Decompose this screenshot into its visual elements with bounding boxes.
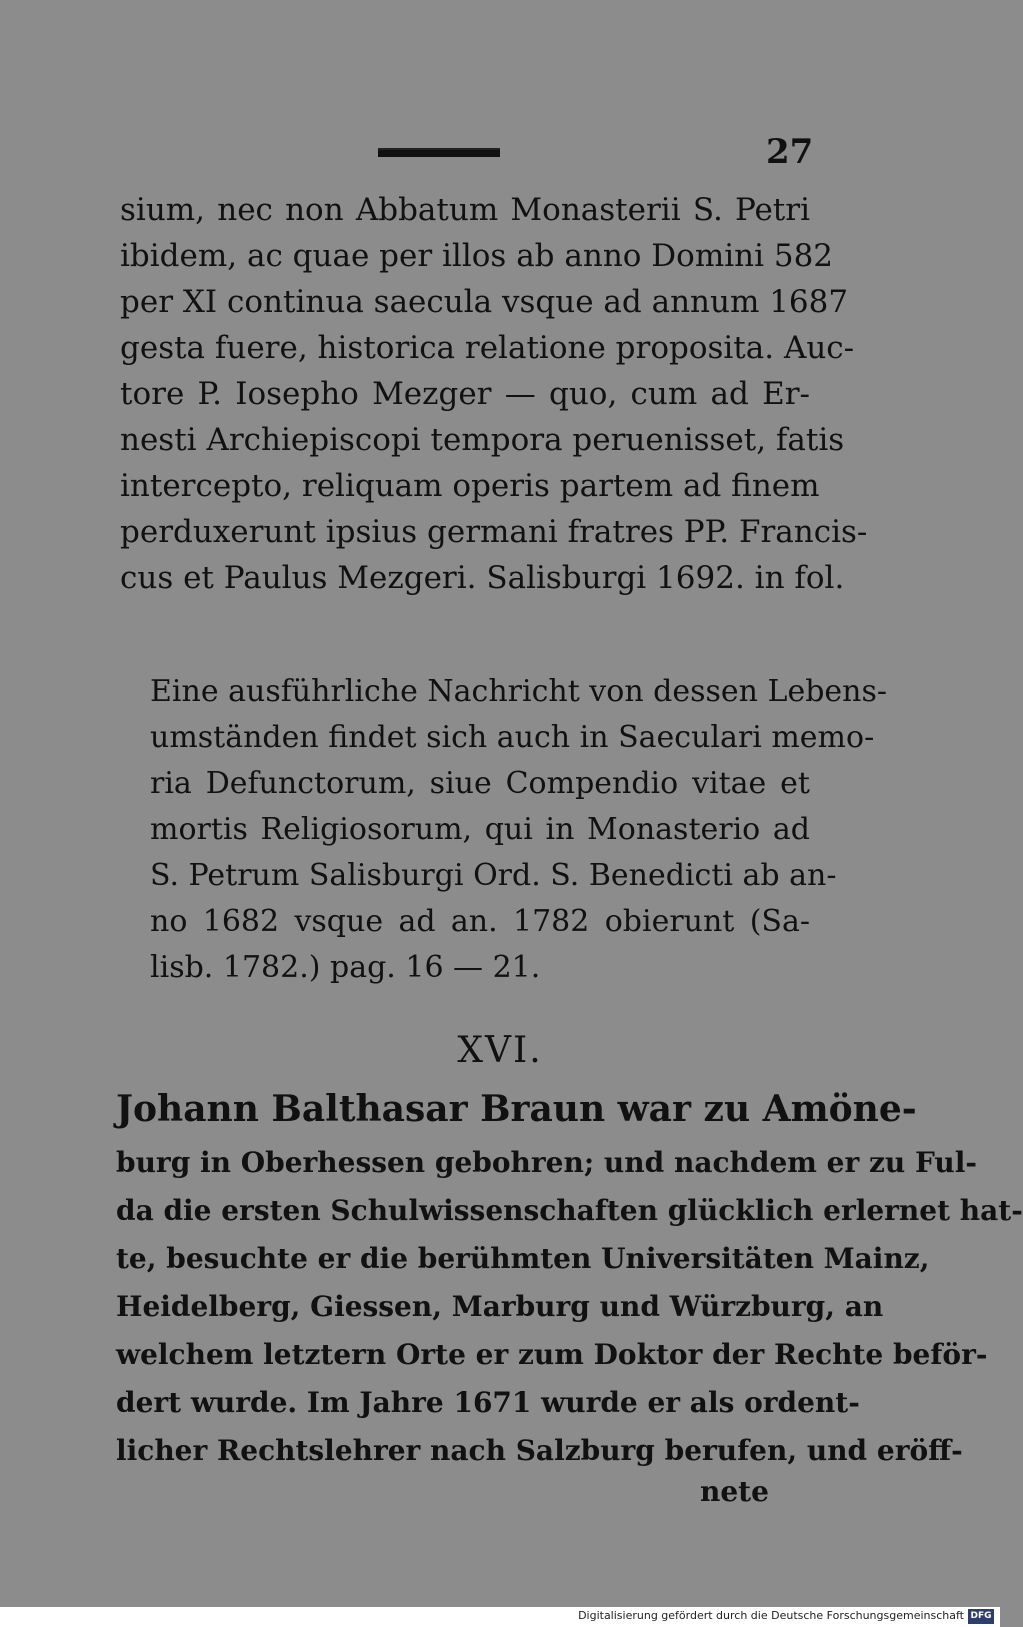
text-line: nesti Archiepiscopi tempora peruenisset, fatis bbox=[120, 422, 845, 458]
text-line: burg in Oberhessen gebohren; und nachdem er zu Ful- bbox=[116, 1146, 977, 1179]
footer-bar bbox=[0, 1607, 1000, 1627]
text-line: perduxerunt ipsius germani fratres PP. Francis- bbox=[120, 514, 868, 550]
text-line: no 1682 vsque ad an. 1782 obierunt (Sa- bbox=[150, 904, 810, 939]
text-line: da die ersten Schulwissenschaften glücklich erlernet hat- bbox=[116, 1194, 1023, 1227]
footer-credit: Digitalisierung gefördert durch die Deutsche Forschungsgemeinschaft bbox=[578, 1609, 964, 1622]
text-line: te, besuchte er die berühmten Universitäten Mainz, bbox=[116, 1242, 930, 1275]
text-line: gesta fuere, historica relatione proposita. Auc- bbox=[120, 330, 855, 366]
text-line: welchem letztern Orte er zum Doktor der Rechte beför- bbox=[116, 1338, 988, 1371]
page-number: 27 bbox=[766, 132, 814, 172]
text-line: dert wurde. Im Jahre 1671 wurde er als ordent- bbox=[116, 1386, 860, 1419]
section-heading: XVI. bbox=[457, 1030, 543, 1071]
text-line: ria Defunctorum, siue Compendio vitae et bbox=[150, 766, 810, 801]
text-line: Heidelberg, Giessen, Marburg und Würzburg, an bbox=[116, 1290, 884, 1323]
text-line: Eine ausführliche Nachricht von dessen Lebens- bbox=[150, 674, 888, 709]
text-line: S. Petrum Salisburgi Ord. S. Benedicti ab an- bbox=[150, 858, 837, 893]
text-line: per XI continua saecula vsque ad annum 1687 bbox=[120, 284, 849, 320]
text-line: Johann Balthasar Braun war zu Amöne- bbox=[116, 1088, 917, 1130]
dfg-logo: DFG bbox=[968, 1609, 994, 1624]
text-line: tore P. Iosepho Mezger — quo, cum ad Er- bbox=[120, 376, 810, 412]
text-line: licher Rechtslehrer nach Salzburg berufen, und eröff- bbox=[116, 1434, 963, 1467]
text-line: ibidem, ac quae per illos ab anno Domini 582 bbox=[120, 238, 834, 274]
header-rule bbox=[378, 148, 500, 157]
text-line: intercepto, reliquam operis partem ad finem bbox=[120, 468, 820, 504]
text-line: umständen findet sich auch in Saeculari memo- bbox=[150, 720, 875, 755]
text-line: sium, nec non Abbatum Monasterii S. Petri bbox=[120, 192, 810, 228]
text-line: mortis Religiosorum, qui in Monasterio ad bbox=[150, 812, 810, 847]
text-line: lisb. 1782.) pag. 16 — 21. bbox=[150, 950, 541, 985]
catchword: nete bbox=[700, 1475, 769, 1508]
text-line: cus et Paulus Mezgeri. Salisburgi 1692. in fol. bbox=[120, 560, 845, 596]
